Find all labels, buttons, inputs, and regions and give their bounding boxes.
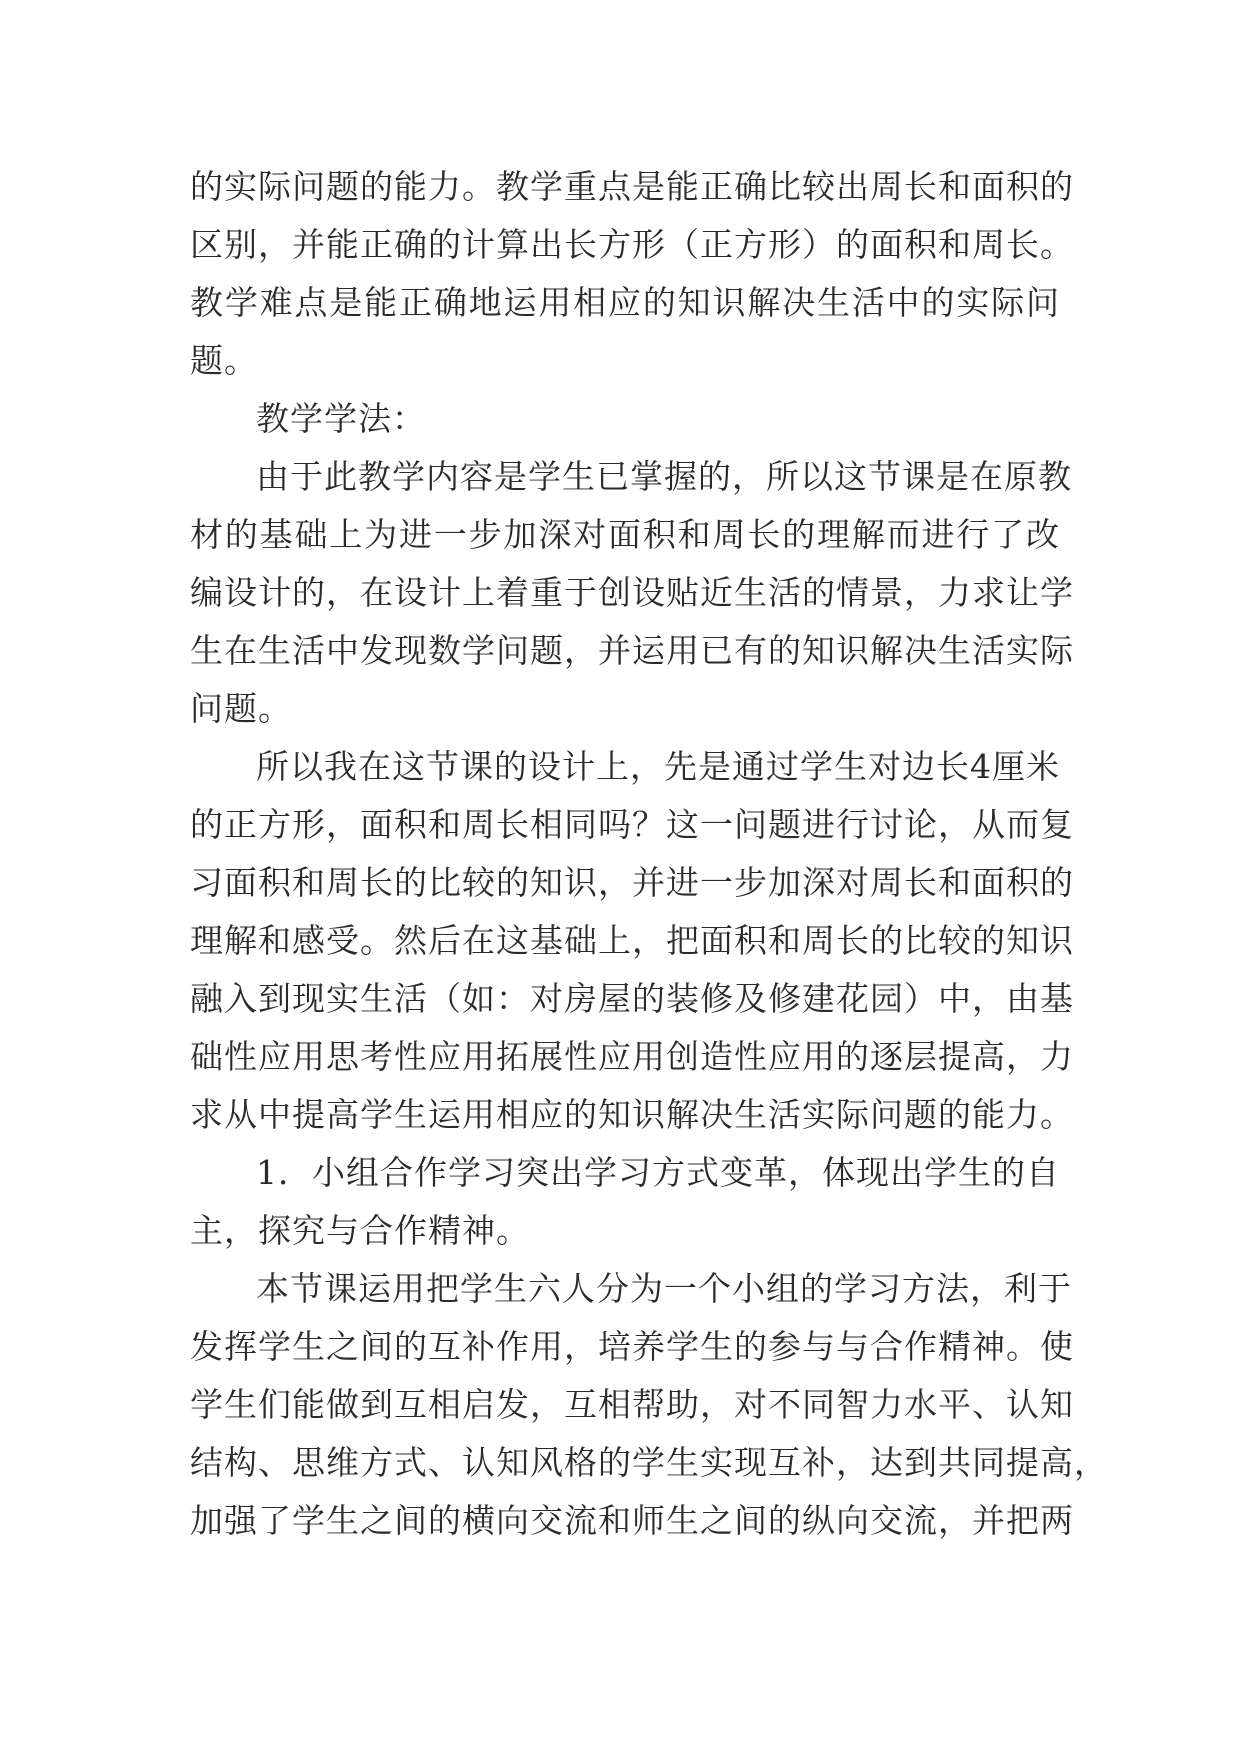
text-line: 问题。 bbox=[190, 689, 292, 728]
text-line: 的实际问题的能力。教学重点是能正确比较出周长和面积的 bbox=[190, 167, 1074, 206]
text-line: 加强了学生之间的横向交流和师生之间的纵向交流，并把两 bbox=[190, 1501, 1074, 1540]
text-line: 教学难点是能正确地运用相应的知识解决生活中的实际问 bbox=[190, 283, 1060, 322]
text-line: 所以我在这节课的设计上，先是通过学生对边长4厘米 bbox=[256, 747, 1060, 786]
text-line: 主，探究与合作精神。 bbox=[190, 1211, 530, 1250]
text-line: 学生们能做到互相启发，互相帮助，对不同智力水平、认知 bbox=[190, 1385, 1074, 1424]
text-line: 的正方形，面积和周长相同吗？这一问题进行讨论，从而复 bbox=[190, 805, 1074, 844]
section-heading: 教学学法： bbox=[256, 399, 426, 438]
text-line: 材的基础上为进一步加深对面积和周长的理解而进行了改 bbox=[190, 515, 1060, 554]
text-line: 理解和感受。然后在这基础上，把面积和周长的比较的知识 bbox=[190, 921, 1074, 960]
text-line: 融入到现实生活（如：对房屋的装修及修建花园）中，由基 bbox=[190, 979, 1074, 1018]
text-line: 由于此教学内容是学生已掌握的，所以这节课是在原教 bbox=[256, 457, 1072, 496]
text-line: 本节课运用把学生六人分为一个小组的学习方法，利于 bbox=[256, 1269, 1072, 1308]
text-line: 习面积和周长的比较的知识，并进一步加深对周长和面积的 bbox=[190, 863, 1074, 902]
text-line: 结构、思维方式、认知风格的学生实现互补，达到共同提高， bbox=[190, 1443, 1108, 1482]
text-line: 区别，并能正确的计算出长方形（正方形）的面积和周长。 bbox=[190, 225, 1074, 264]
document-body bbox=[190, 158, 1108, 1550]
text-line: 础性应用思考性应用拓展性应用创造性应用的逐层提高，力 bbox=[190, 1037, 1074, 1076]
text-line: 生在生活中发现数学问题，并运用已有的知识解决生活实际 bbox=[190, 631, 1074, 670]
text-line: 题。 bbox=[190, 341, 258, 380]
text-line: 1．小组合作学习突出学习方式变革，体现出学生的自 bbox=[256, 1153, 1060, 1192]
text-line: 编设计的，在设计上着重于创设贴近生活的情景，力求让学 bbox=[190, 573, 1074, 612]
text-line: 求从中提高学生运用相应的知识解决生活实际问题的能力。 bbox=[190, 1095, 1074, 1134]
text-line: 发挥学生之间的互补作用，培养学生的参与与合作精神。使 bbox=[190, 1327, 1074, 1366]
